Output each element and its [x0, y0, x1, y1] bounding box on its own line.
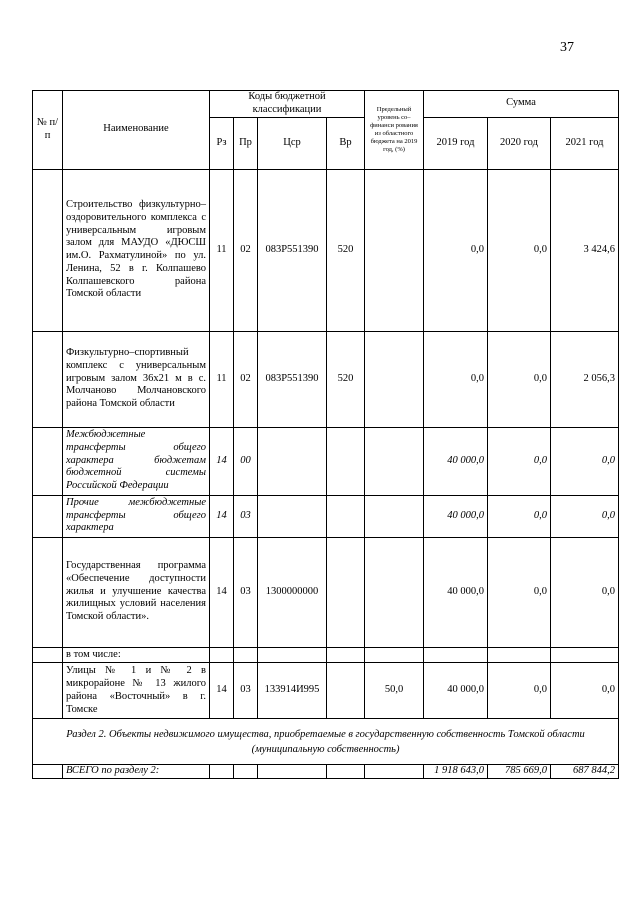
header-rz: Рз	[210, 117, 234, 169]
cell-2021: 0,0	[551, 427, 619, 495]
cell-2021: 0,0	[551, 663, 619, 719]
cell-2019: 0,0	[424, 169, 488, 331]
total-2019: 1 918 643,0	[424, 765, 488, 779]
total-pr	[234, 765, 258, 779]
cell-name: Строительство физкультурно–оздоровительного комплекса с универсальным игровым залом для МАУДО «ДЮСШ им.О. Рахматулиной» по ул. Ленина, 52 в г. Колпашево Колпашевского района Томской области	[63, 169, 210, 331]
header-level: Предельный уровень со– финанси рования из областного бюджета на 2019 год, (%)	[365, 91, 424, 170]
cell-2021: 0,0	[551, 495, 619, 537]
total-2020: 785 669,0	[488, 765, 551, 779]
cell-pr: 00	[234, 427, 258, 495]
cell-num	[33, 169, 63, 331]
cell-num	[33, 331, 63, 427]
cell-level	[365, 427, 424, 495]
total-csr	[258, 765, 327, 779]
table-row	[33, 495, 619, 537]
cell-name: Улицы № 1 и № 2 в микрорайоне № 13 жилого района «Восточный» в г. Томске	[63, 663, 210, 719]
cell-csr	[258, 495, 327, 537]
table-row	[33, 427, 619, 495]
cell-name: Физкультурно–спортивный комплекс с универсальным игровым залом 36х21 м в с. Молчаново Молчановского района Томской области	[63, 331, 210, 427]
table-row	[33, 663, 619, 719]
total-num	[33, 765, 63, 779]
header-pr: Пр	[234, 117, 258, 169]
page-number: 37	[560, 40, 574, 55]
cell-pr: 02	[234, 169, 258, 331]
cell-num	[33, 495, 63, 537]
cell-level	[365, 495, 424, 537]
cell-2019: 40 000,0	[424, 427, 488, 495]
cell-vr	[327, 537, 365, 647]
header-name: Наименование	[63, 91, 210, 170]
cell-rz: 14	[210, 663, 234, 719]
cell-2020: 0,0	[488, 495, 551, 537]
cell-rz: 14	[210, 495, 234, 537]
total-level	[365, 765, 424, 779]
cell-num	[33, 647, 63, 663]
section-title: Раздел 2. Объекты недвижимого имущества, приобретаемые в государственную собственность Томской области (муниципальную собственность)	[33, 719, 619, 765]
table-row	[33, 331, 619, 427]
cell-name: Межбюджетные трансферты общего характера бюджетам бюджетной системы Российской Федерации	[63, 427, 210, 495]
cell-2019: 40 000,0	[424, 537, 488, 647]
cell-2020	[488, 647, 551, 663]
cell-csr: 083P551390	[258, 331, 327, 427]
header-row-1	[33, 91, 619, 118]
cell-vr	[327, 427, 365, 495]
cell-pr: 03	[234, 537, 258, 647]
total-row	[33, 765, 619, 779]
cell-name: Прочие межбюджетные трансферты общего характера	[63, 495, 210, 537]
total-vr	[327, 765, 365, 779]
cell-2020: 0,0	[488, 331, 551, 427]
cell-2021: 3 424,6	[551, 169, 619, 331]
total-rz	[210, 765, 234, 779]
table-row	[33, 169, 619, 331]
section-row	[33, 719, 619, 765]
cell-num	[33, 663, 63, 719]
table-row	[33, 647, 619, 663]
header-csr: Цср	[258, 117, 327, 169]
cell-2021: 0,0	[551, 537, 619, 647]
cell-num	[33, 537, 63, 647]
cell-csr: 1300000000	[258, 537, 327, 647]
cell-2021	[551, 647, 619, 663]
cell-2020: 0,0	[488, 537, 551, 647]
cell-level	[365, 647, 424, 663]
header-codes: Коды бюджетной классификации	[210, 91, 365, 118]
cell-level	[365, 537, 424, 647]
cell-vr: 520	[327, 169, 365, 331]
cell-rz: 14	[210, 537, 234, 647]
cell-name: в том числе:	[63, 647, 210, 663]
cell-csr: 083P551390	[258, 169, 327, 331]
cell-2019: 40 000,0	[424, 495, 488, 537]
cell-2019: 40 000,0	[424, 663, 488, 719]
header-2019: 2019 год	[424, 117, 488, 169]
cell-rz: 11	[210, 331, 234, 427]
cell-vr	[327, 647, 365, 663]
header-2020: 2020 год	[488, 117, 551, 169]
budget-table	[32, 90, 619, 779]
header-num: № п/п	[33, 91, 63, 170]
cell-csr: 133914И995	[258, 663, 327, 719]
cell-pr	[234, 647, 258, 663]
table-row	[33, 537, 619, 647]
total-label: ВСЕГО по разделу 2:	[63, 765, 210, 779]
cell-vr: 520	[327, 331, 365, 427]
cell-level	[365, 169, 424, 331]
cell-level: 50,0	[365, 663, 424, 719]
header-2021: 2021 год	[551, 117, 619, 169]
cell-rz	[210, 647, 234, 663]
cell-csr	[258, 427, 327, 495]
cell-2021: 2 056,3	[551, 331, 619, 427]
cell-num	[33, 427, 63, 495]
cell-csr	[258, 647, 327, 663]
cell-rz: 14	[210, 427, 234, 495]
cell-pr: 02	[234, 331, 258, 427]
header-vr: Вр	[327, 117, 365, 169]
cell-2020: 0,0	[488, 427, 551, 495]
cell-name: Государственная программа «Обеспечение доступности жилья и улучшение качества жилищных условий населения Томской области».	[63, 537, 210, 647]
cell-2019: 0,0	[424, 331, 488, 427]
cell-2019	[424, 647, 488, 663]
cell-rz: 11	[210, 169, 234, 331]
cell-vr	[327, 663, 365, 719]
cell-2020: 0,0	[488, 169, 551, 331]
cell-pr: 03	[234, 495, 258, 537]
total-2021: 687 844,2	[551, 765, 619, 779]
cell-vr	[327, 495, 365, 537]
header-sum: Сумма	[424, 91, 619, 118]
cell-pr: 03	[234, 663, 258, 719]
cell-2020: 0,0	[488, 663, 551, 719]
cell-level	[365, 331, 424, 427]
